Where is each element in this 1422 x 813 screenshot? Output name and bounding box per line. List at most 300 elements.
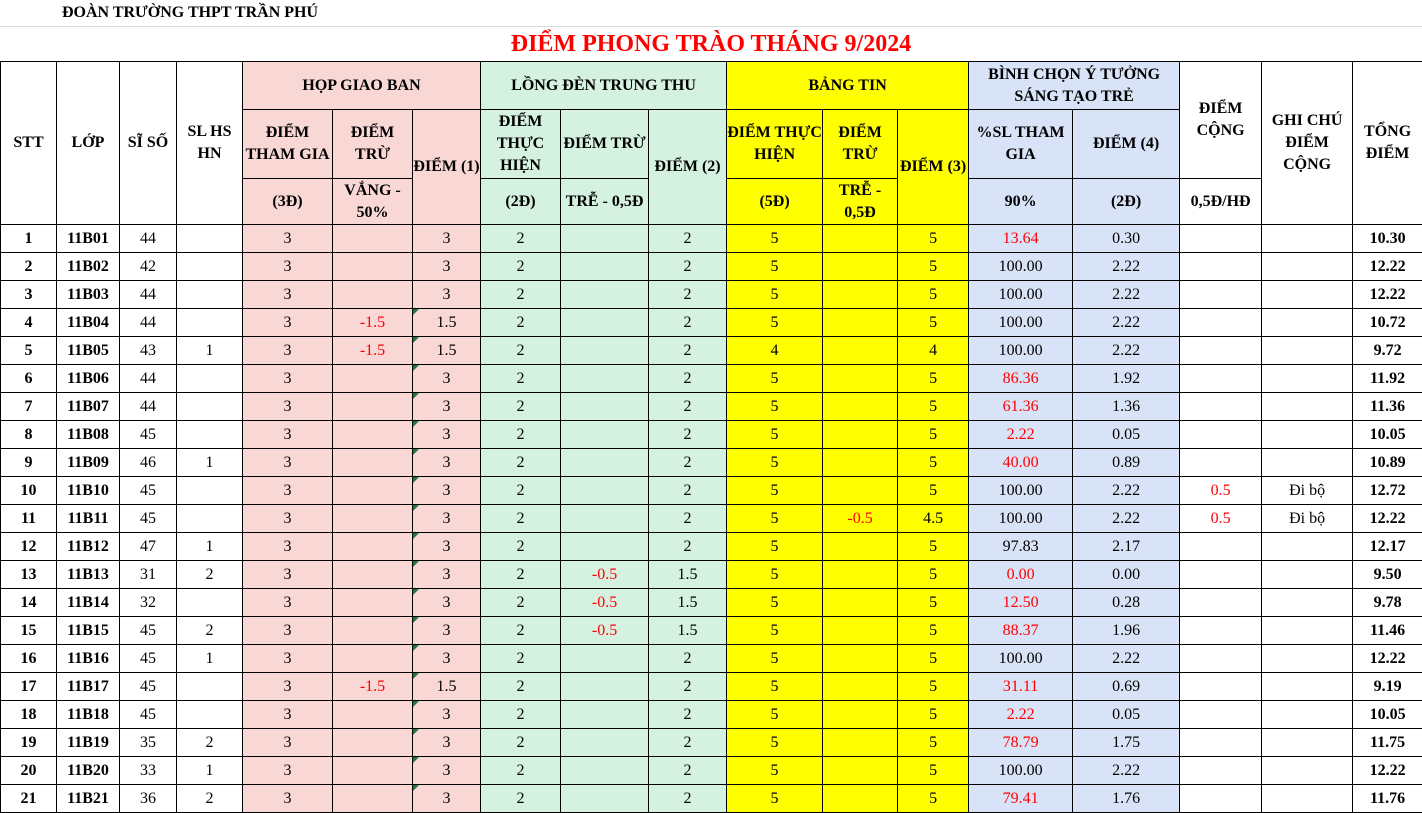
cell-si-so: 44 xyxy=(120,393,177,421)
cell-bc-sl: 88.37 xyxy=(969,617,1073,645)
cell-hgb-diem: 3 xyxy=(413,421,481,449)
cell-ld-thuc-hien: 2 xyxy=(481,253,561,281)
cell-bc-sl: 2.22 xyxy=(969,421,1073,449)
cell-hgb-tru xyxy=(333,589,413,617)
cell-bc-diem: 1.96 xyxy=(1073,617,1180,645)
cell-sl-hs-hn: 1 xyxy=(177,533,243,561)
cell-diem-cong xyxy=(1180,225,1262,253)
cell-sl-hs-hn xyxy=(177,421,243,449)
cell-bc-sl: 100.00 xyxy=(969,309,1073,337)
cell-ld-thuc-hien: 2 xyxy=(481,617,561,645)
cell-tong-diem: 11.76 xyxy=(1353,785,1422,813)
cell-sl-hs-hn: 2 xyxy=(177,785,243,813)
cell-si-so: 45 xyxy=(120,505,177,533)
cell-hgb-tru xyxy=(333,645,413,673)
cell-ghi-chu xyxy=(1262,309,1353,337)
cell-bt-thuc-hien: 5 xyxy=(727,645,823,673)
cell-ld-thuc-hien: 2 xyxy=(481,589,561,617)
cell-tong-diem: 11.36 xyxy=(1353,393,1422,421)
cell-ghi-chu xyxy=(1262,365,1353,393)
cell-diem-cong xyxy=(1180,645,1262,673)
header-bt-diem: ĐIỂM (3) xyxy=(898,110,969,225)
cell-bt-thuc-hien: 4 xyxy=(727,337,823,365)
cell-ld-tru xyxy=(561,505,649,533)
cell-stt: 6 xyxy=(1,365,57,393)
header-sl-hs-hn: SL HS HN xyxy=(177,62,243,225)
cell-sl-hs-hn xyxy=(177,253,243,281)
cell-diem-cong xyxy=(1180,701,1262,729)
cell-bt-thuc-hien: 5 xyxy=(727,701,823,729)
table-row xyxy=(1,617,1422,645)
cell-bc-sl: 12.50 xyxy=(969,589,1073,617)
cell-bc-diem: 0.30 xyxy=(1073,225,1180,253)
table-row xyxy=(1,309,1422,337)
table-body xyxy=(1,225,1422,813)
cell-diem-cong xyxy=(1180,253,1262,281)
cell-lop: 11B18 xyxy=(57,701,120,729)
cell-bc-diem: 2.22 xyxy=(1073,477,1180,505)
header-si-so: SĨ SỐ xyxy=(120,62,177,225)
cell-hgb-diem: 3 xyxy=(413,281,481,309)
cell-si-so: 44 xyxy=(120,309,177,337)
cell-hgb-diem: 3 xyxy=(413,365,481,393)
cell-si-so: 31 xyxy=(120,561,177,589)
cell-tong-diem: 10.72 xyxy=(1353,309,1422,337)
cell-bt-thuc-hien: 5 xyxy=(727,673,823,701)
cell-bt-diem: 5 xyxy=(898,785,969,813)
header-stt: STT xyxy=(1,62,57,225)
cell-bc-sl: 40.00 xyxy=(969,449,1073,477)
header-binh-chon: BÌNH CHỌN Ý TƯỞNG SÁNG TẠO TRẺ xyxy=(969,62,1180,110)
cell-stt: 11 xyxy=(1,505,57,533)
cell-hgb-tru xyxy=(333,533,413,561)
cell-bt-diem: 4.5 xyxy=(898,505,969,533)
cell-lop: 11B01 xyxy=(57,225,120,253)
cell-stt: 8 xyxy=(1,421,57,449)
cell-tong-diem: 12.22 xyxy=(1353,505,1422,533)
cell-lop: 11B20 xyxy=(57,757,120,785)
cell-ghi-chu xyxy=(1262,729,1353,757)
cell-bc-sl: 100.00 xyxy=(969,281,1073,309)
cell-hgb-tru xyxy=(333,617,413,645)
cell-hgb-tru xyxy=(333,729,413,757)
cell-bt-tru xyxy=(823,729,898,757)
cell-lop: 11B07 xyxy=(57,393,120,421)
cell-hgb-diem: 3 xyxy=(413,505,481,533)
cell-tong-diem: 10.30 xyxy=(1353,225,1422,253)
cell-bt-diem: 5 xyxy=(898,421,969,449)
cell-ghi-chu xyxy=(1262,281,1353,309)
cell-bt-thuc-hien: 5 xyxy=(727,561,823,589)
cell-ld-tru xyxy=(561,253,649,281)
cell-tong-diem: 9.72 xyxy=(1353,337,1422,365)
cell-ld-tru xyxy=(561,729,649,757)
cell-bt-tru xyxy=(823,421,898,449)
table-row xyxy=(1,757,1422,785)
cell-tong-diem: 12.22 xyxy=(1353,645,1422,673)
cell-ld-tru: -0.5 xyxy=(561,589,649,617)
cell-hgb-tham-gia: 3 xyxy=(243,337,333,365)
cell-bt-tru xyxy=(823,589,898,617)
cell-stt: 10 xyxy=(1,477,57,505)
cell-stt: 16 xyxy=(1,645,57,673)
cell-bc-diem: 1.92 xyxy=(1073,365,1180,393)
header-bt-tru: ĐIỂM TRỪ xyxy=(823,110,898,179)
table-row xyxy=(1,365,1422,393)
cell-hgb-tru xyxy=(333,365,413,393)
cell-lop: 11B05 xyxy=(57,337,120,365)
header-hop-giao-ban: HỌP GIAO BAN xyxy=(243,62,481,110)
cell-si-so: 43 xyxy=(120,337,177,365)
cell-diem-cong xyxy=(1180,533,1262,561)
header-long-den: LỒNG ĐÈN TRUNG THU xyxy=(481,62,727,110)
cell-bt-diem: 5 xyxy=(898,533,969,561)
table-row xyxy=(1,645,1422,673)
cell-ld-thuc-hien: 2 xyxy=(481,785,561,813)
cell-bc-diem: 0.05 xyxy=(1073,421,1180,449)
table-row xyxy=(1,561,1422,589)
cell-ld-tru xyxy=(561,449,649,477)
cell-bc-sl: 86.36 xyxy=(969,365,1073,393)
cell-ld-thuc-hien: 2 xyxy=(481,225,561,253)
cell-bt-thuc-hien: 5 xyxy=(727,505,823,533)
cell-diem-cong: 0.5 xyxy=(1180,477,1262,505)
header-ld-tru: ĐIỂM TRỪ xyxy=(561,110,649,179)
cell-diem-cong xyxy=(1180,449,1262,477)
cell-stt: 2 xyxy=(1,253,57,281)
cell-sl-hs-hn: 1 xyxy=(177,337,243,365)
cell-si-so: 45 xyxy=(120,421,177,449)
cell-diem-cong xyxy=(1180,393,1262,421)
cell-hgb-tham-gia: 3 xyxy=(243,589,333,617)
cell-si-so: 47 xyxy=(120,533,177,561)
cell-ld-tru xyxy=(561,533,649,561)
cell-bt-thuc-hien: 5 xyxy=(727,477,823,505)
cell-lop: 11B14 xyxy=(57,589,120,617)
cell-si-so: 36 xyxy=(120,785,177,813)
cell-ld-tru xyxy=(561,645,649,673)
cell-bt-tru xyxy=(823,365,898,393)
sub-diem-cong: 0,5Đ/HĐ xyxy=(1180,179,1262,225)
cell-sl-hs-hn: 2 xyxy=(177,617,243,645)
cell-ld-thuc-hien: 2 xyxy=(481,477,561,505)
cell-bt-thuc-hien: 5 xyxy=(727,309,823,337)
cell-ghi-chu: Đi bộ xyxy=(1262,505,1353,533)
header-bt-thuc-hien: ĐIỂM THỰC HIỆN xyxy=(727,110,823,179)
cell-hgb-tham-gia: 3 xyxy=(243,617,333,645)
header-lop: LỚP xyxy=(57,62,120,225)
cell-diem-cong xyxy=(1180,785,1262,813)
cell-bc-diem: 2.17 xyxy=(1073,533,1180,561)
cell-stt: 20 xyxy=(1,757,57,785)
cell-bt-tru xyxy=(823,533,898,561)
cell-lop: 11B08 xyxy=(57,421,120,449)
cell-bc-sl: 100.00 xyxy=(969,645,1073,673)
cell-hgb-diem: 3 xyxy=(413,757,481,785)
cell-hgb-tham-gia: 3 xyxy=(243,673,333,701)
cell-bc-sl: 100.00 xyxy=(969,757,1073,785)
cell-si-so: 45 xyxy=(120,477,177,505)
cell-hgb-tru xyxy=(333,225,413,253)
cell-ld-diem: 2 xyxy=(649,421,727,449)
cell-hgb-tham-gia: 3 xyxy=(243,785,333,813)
cell-ld-thuc-hien: 2 xyxy=(481,281,561,309)
cell-lop: 11B12 xyxy=(57,533,120,561)
cell-stt: 17 xyxy=(1,673,57,701)
cell-tong-diem: 12.22 xyxy=(1353,253,1422,281)
cell-diem-cong xyxy=(1180,729,1262,757)
cell-bc-diem: 2.22 xyxy=(1073,505,1180,533)
cell-diem-cong xyxy=(1180,365,1262,393)
table-row xyxy=(1,533,1422,561)
cell-bt-diem: 5 xyxy=(898,365,969,393)
cell-stt: 18 xyxy=(1,701,57,729)
cell-ld-tru xyxy=(561,701,649,729)
cell-bc-diem: 2.22 xyxy=(1073,281,1180,309)
table-row xyxy=(1,421,1422,449)
cell-bt-thuc-hien: 5 xyxy=(727,225,823,253)
cell-tong-diem: 11.92 xyxy=(1353,365,1422,393)
cell-tong-diem: 9.19 xyxy=(1353,673,1422,701)
header-ld-thuc-hien: ĐIỂM THỰC HIỆN xyxy=(481,110,561,179)
table-row xyxy=(1,701,1422,729)
cell-bt-diem: 4 xyxy=(898,337,969,365)
cell-hgb-tham-gia: 3 xyxy=(243,561,333,589)
cell-bc-diem: 1.76 xyxy=(1073,785,1180,813)
table-row xyxy=(1,477,1422,505)
cell-bt-tru xyxy=(823,337,898,365)
cell-sl-hs-hn xyxy=(177,477,243,505)
cell-bt-diem: 5 xyxy=(898,589,969,617)
cell-bt-tru xyxy=(823,449,898,477)
cell-tong-diem: 12.22 xyxy=(1353,757,1422,785)
cell-ld-thuc-hien: 2 xyxy=(481,729,561,757)
cell-hgb-diem: 3 xyxy=(413,225,481,253)
cell-ghi-chu: Đi bộ xyxy=(1262,477,1353,505)
cell-bt-tru xyxy=(823,225,898,253)
cell-hgb-diem: 3 xyxy=(413,589,481,617)
cell-ld-diem: 2 xyxy=(649,281,727,309)
cell-diem-cong xyxy=(1180,421,1262,449)
sub-bc-sl: 90% xyxy=(969,179,1073,225)
cell-ld-diem: 2 xyxy=(649,505,727,533)
cell-hgb-diem: 3 xyxy=(413,617,481,645)
header-bang-tin: BẢNG TIN xyxy=(727,62,969,110)
cell-hgb-diem: 3 xyxy=(413,253,481,281)
cell-sl-hs-hn xyxy=(177,365,243,393)
cell-bt-diem: 5 xyxy=(898,449,969,477)
cell-tong-diem: 10.05 xyxy=(1353,421,1422,449)
cell-bc-sl: 31.11 xyxy=(969,673,1073,701)
cell-tong-diem: 11.46 xyxy=(1353,617,1422,645)
cell-bt-thuc-hien: 5 xyxy=(727,421,823,449)
cell-ld-tru xyxy=(561,477,649,505)
cell-hgb-tham-gia: 3 xyxy=(243,449,333,477)
sub-hgb-tru: VẮNG - 50% xyxy=(333,179,413,225)
cell-stt: 9 xyxy=(1,449,57,477)
cell-ld-diem: 2 xyxy=(649,309,727,337)
sub-bt-thuc-hien: (5Đ) xyxy=(727,179,823,225)
cell-ld-diem: 2 xyxy=(649,225,727,253)
cell-bt-diem: 5 xyxy=(898,729,969,757)
cell-ld-tru xyxy=(561,757,649,785)
cell-bc-diem: 2.22 xyxy=(1073,337,1180,365)
cell-lop: 11B19 xyxy=(57,729,120,757)
cell-ld-diem: 2 xyxy=(649,337,727,365)
cell-bc-diem: 1.75 xyxy=(1073,729,1180,757)
cell-si-so: 46 xyxy=(120,449,177,477)
cell-ld-tru xyxy=(561,785,649,813)
cell-bc-diem: 2.22 xyxy=(1073,757,1180,785)
cell-bt-thuc-hien: 5 xyxy=(727,393,823,421)
cell-hgb-tham-gia: 3 xyxy=(243,393,333,421)
cell-bt-thuc-hien: 5 xyxy=(727,253,823,281)
cell-bc-sl: 61.36 xyxy=(969,393,1073,421)
cell-bt-tru xyxy=(823,701,898,729)
cell-bt-tru xyxy=(823,673,898,701)
cell-bc-diem: 0.00 xyxy=(1073,561,1180,589)
cell-bc-diem: 0.69 xyxy=(1073,673,1180,701)
cell-tong-diem: 10.89 xyxy=(1353,449,1422,477)
cell-hgb-tham-gia: 3 xyxy=(243,421,333,449)
cell-ghi-chu xyxy=(1262,785,1353,813)
cell-hgb-tru xyxy=(333,393,413,421)
cell-diem-cong xyxy=(1180,281,1262,309)
cell-sl-hs-hn xyxy=(177,701,243,729)
sub-ld-thuc-hien: (2Đ) xyxy=(481,179,561,225)
cell-ld-diem: 2 xyxy=(649,645,727,673)
cell-ld-thuc-hien: 2 xyxy=(481,533,561,561)
cell-bt-thuc-hien: 5 xyxy=(727,533,823,561)
cell-diem-cong xyxy=(1180,561,1262,589)
cell-hgb-tru xyxy=(333,561,413,589)
table-row xyxy=(1,225,1422,253)
cell-si-so: 45 xyxy=(120,673,177,701)
cell-ghi-chu xyxy=(1262,225,1353,253)
cell-bt-thuc-hien: 5 xyxy=(727,617,823,645)
cell-ld-diem: 2 xyxy=(649,393,727,421)
cell-bt-thuc-hien: 5 xyxy=(727,729,823,757)
cell-lop: 11B17 xyxy=(57,673,120,701)
cell-hgb-diem: 3 xyxy=(413,533,481,561)
cell-hgb-tru xyxy=(333,785,413,813)
cell-ld-diem: 2 xyxy=(649,365,727,393)
cell-tong-diem: 9.78 xyxy=(1353,589,1422,617)
cell-bc-diem: 2.22 xyxy=(1073,645,1180,673)
cell-stt: 1 xyxy=(1,225,57,253)
cell-bt-diem: 5 xyxy=(898,673,969,701)
cell-hgb-diem: 1.5 xyxy=(413,309,481,337)
cell-bt-tru: -0.5 xyxy=(823,505,898,533)
cell-ld-diem: 1.5 xyxy=(649,589,727,617)
cell-bc-sl: 100.00 xyxy=(969,477,1073,505)
cell-sl-hs-hn: 2 xyxy=(177,729,243,757)
cell-sl-hs-hn xyxy=(177,281,243,309)
cell-hgb-tham-gia: 3 xyxy=(243,365,333,393)
cell-bt-thuc-hien: 5 xyxy=(727,281,823,309)
sub-bt-tru: TRỄ - 0,5Đ xyxy=(823,179,898,225)
cell-lop: 11B03 xyxy=(57,281,120,309)
cell-stt: 21 xyxy=(1,785,57,813)
cell-diem-cong xyxy=(1180,757,1262,785)
table-row xyxy=(1,729,1422,757)
sub-hgb-tham-gia: (3Đ) xyxy=(243,179,333,225)
cell-ghi-chu xyxy=(1262,701,1353,729)
cell-bt-diem: 5 xyxy=(898,701,969,729)
cell-ld-thuc-hien: 2 xyxy=(481,561,561,589)
cell-bt-tru xyxy=(823,757,898,785)
cell-ld-tru xyxy=(561,337,649,365)
cell-bc-sl: 79.41 xyxy=(969,785,1073,813)
cell-sl-hs-hn xyxy=(177,589,243,617)
cell-hgb-tham-gia: 3 xyxy=(243,505,333,533)
cell-ld-diem: 2 xyxy=(649,673,727,701)
cell-bc-sl: 100.00 xyxy=(969,505,1073,533)
cell-lop: 11B16 xyxy=(57,645,120,673)
cell-bt-tru xyxy=(823,785,898,813)
cell-bt-diem: 5 xyxy=(898,645,969,673)
org-name: ĐOÀN TRƯỜNG THPT TRẦN PHÚ xyxy=(62,4,319,21)
cell-stt: 5 xyxy=(1,337,57,365)
table-row xyxy=(1,505,1422,533)
cell-lop: 11B13 xyxy=(57,561,120,589)
cell-ld-diem: 2 xyxy=(649,729,727,757)
cell-hgb-diem: 1.5 xyxy=(413,337,481,365)
cell-hgb-diem: 3 xyxy=(413,729,481,757)
cell-bt-tru xyxy=(823,253,898,281)
header-ld-diem: ĐIỂM (2) xyxy=(649,110,727,225)
cell-si-so: 44 xyxy=(120,225,177,253)
header-hgb-tham-gia: ĐIỂM THAM GIA xyxy=(243,110,333,179)
cell-hgb-tru xyxy=(333,253,413,281)
cell-bc-diem: 2.22 xyxy=(1073,253,1180,281)
cell-stt: 12 xyxy=(1,533,57,561)
cell-bt-diem: 5 xyxy=(898,477,969,505)
cell-ld-diem: 2 xyxy=(649,785,727,813)
cell-tong-diem: 11.75 xyxy=(1353,729,1422,757)
table-row xyxy=(1,785,1422,813)
cell-sl-hs-hn xyxy=(177,309,243,337)
cell-bc-diem: 2.22 xyxy=(1073,309,1180,337)
table-row xyxy=(1,337,1422,365)
cell-bc-sl: 97.83 xyxy=(969,533,1073,561)
cell-ld-thuc-hien: 2 xyxy=(481,309,561,337)
sheet-title: ĐIỂM PHONG TRÀO THÁNG 9/2024 xyxy=(510,31,912,57)
cell-bt-tru xyxy=(823,617,898,645)
header-row xyxy=(0,0,1422,27)
cell-si-so: 35 xyxy=(120,729,177,757)
cell-diem-cong: 0.5 xyxy=(1180,505,1262,533)
cell-si-so: 45 xyxy=(120,617,177,645)
cell-ghi-chu xyxy=(1262,337,1353,365)
cell-bt-tru xyxy=(823,393,898,421)
cell-si-so: 33 xyxy=(120,757,177,785)
cell-bc-diem: 1.36 xyxy=(1073,393,1180,421)
cell-bc-sl: 78.79 xyxy=(969,729,1073,757)
cell-ld-thuc-hien: 2 xyxy=(481,701,561,729)
cell-ghi-chu xyxy=(1262,673,1353,701)
cell-tong-diem: 9.50 xyxy=(1353,561,1422,589)
cell-hgb-tru xyxy=(333,281,413,309)
cell-ld-tru xyxy=(561,225,649,253)
cell-ld-diem: 2 xyxy=(649,757,727,785)
cell-diem-cong xyxy=(1180,309,1262,337)
table-row xyxy=(1,589,1422,617)
cell-bt-diem: 5 xyxy=(898,561,969,589)
cell-bt-diem: 5 xyxy=(898,617,969,645)
header-bc-diem: ĐIỂM (4) xyxy=(1073,110,1180,179)
cell-si-so: 32 xyxy=(120,589,177,617)
